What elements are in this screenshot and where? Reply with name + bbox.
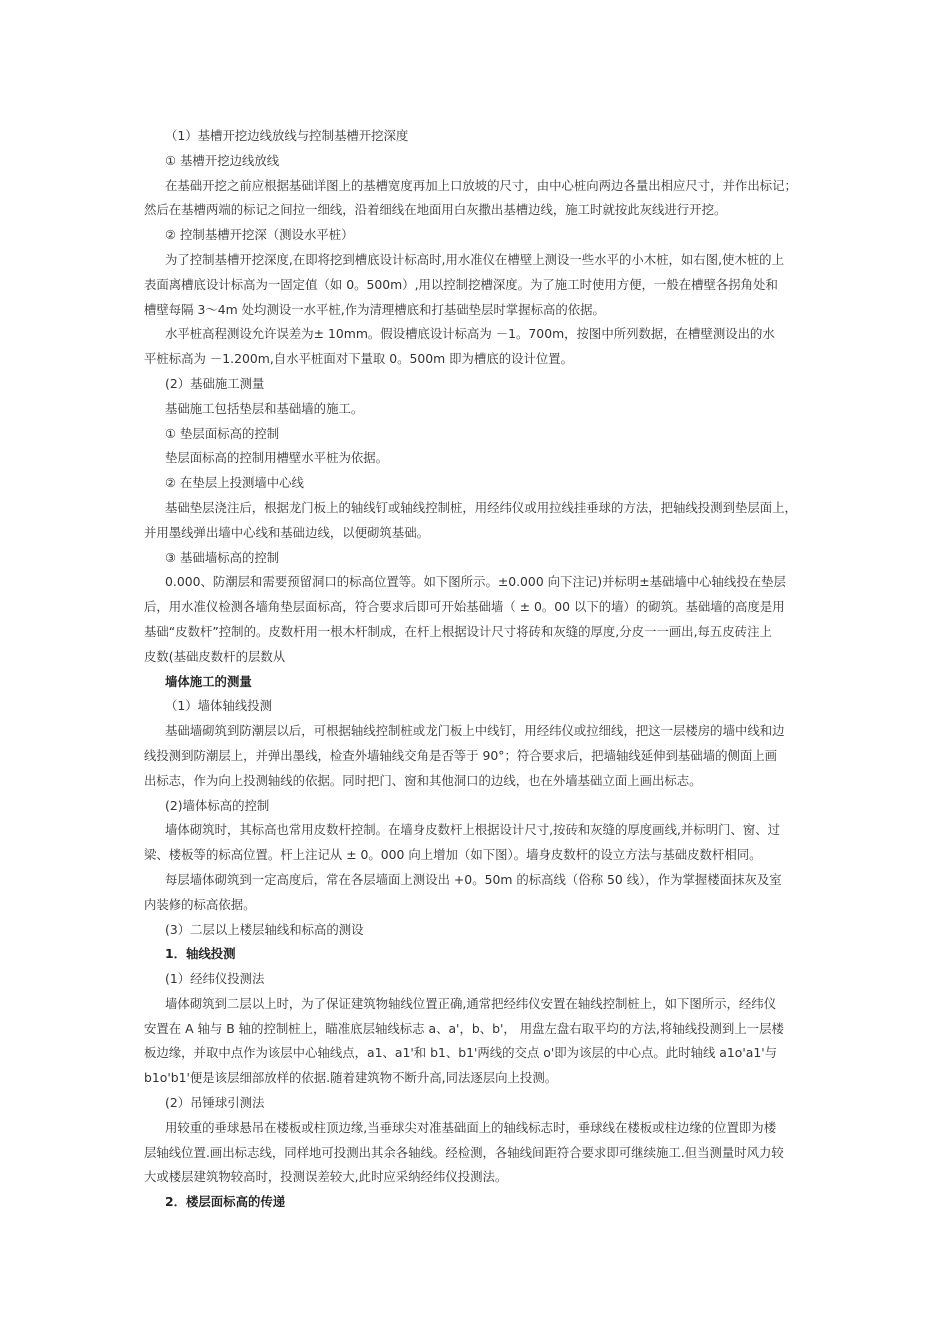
subheading-cushion-elevation: ① 垫层面标高的控制	[165, 425, 280, 441]
subheading-upper-floors: (3）二层以上楼层轴线和标高的测设	[165, 921, 364, 937]
paragraph-line: 安置在 A 轴与 B 轴的控制桩上，瞄准底层轴线标志 a、a'，b、b'， 用盘左盘右取平均的方法,将轴线投测到上一层楼	[144, 1020, 784, 1036]
paragraph-line: 平桩标高为 －1.200m,自水平桩面对下量取 0。500m 即为槽底的设计位置。	[144, 351, 574, 367]
paragraph-line: 水平桩高程测设允许误差为± 10mm。假设槽底设计标高为 －1。700m，按图中所列数据，在槽壁测设出的水	[165, 326, 775, 342]
paragraph-line: 皮数(基础皮数杆的层数从	[144, 648, 286, 664]
subheading-wall-elevation: (2)墙体标高的控制	[165, 797, 270, 813]
paragraph-line: 内装修的标高依据。	[144, 896, 256, 912]
heading-axis-projection: 1．轴线投测	[165, 946, 236, 962]
paragraph-line: 为了控制基槽开挖深度,在即将挖到槽底设计标高时,用水准仪在槽壁上测设一些水平的小木桩，如右图,使木桩的上	[165, 251, 784, 267]
section-heading-trench-layout: （1）基槽开挖边线放线与控制基槽开挖深度	[165, 128, 409, 143]
subheading-theodolite-method: (1）经纬仪投测法	[165, 971, 265, 987]
paragraph-line: 层轴线位置.画出标志线，同样地可投测出其余各轴线。经检测，各轴线间距符合要求即可继续施工.但当测量时风力较	[144, 1144, 784, 1160]
paragraph-line: 用较重的垂球悬吊在楼板或柱顶边缘,当垂球尖对准基础面上的轴线标志时，垂球线在楼板或柱边缘的位置即为楼	[165, 1119, 777, 1135]
subheading-plumb-method: (2）吊锤球引测法	[165, 1095, 265, 1111]
paragraph-line: 大或楼层建筑物较高时，投测误差较大,此时应采纳经纬仪投测法。	[144, 1169, 508, 1185]
paragraph-line: 基础垫层浇注后，根据龙门板上的轴线钉或轴线控制桩，用经纬仪或用拉线挂垂球的方法，把轴线投测到垫层面上，	[165, 499, 797, 515]
paragraph-line: b1o'b1'便是该层细部放样的依据.随着建筑物不断升高,同法逐层向上投测。	[144, 1070, 558, 1086]
paragraph-line: 基础墙砌筑到防潮层以后，可根据轴线控制桩或龙门板上中线钉，用经纬仪或拉细线，把这一层楼房的墙中线和边	[165, 723, 785, 739]
paragraph-line: 每层墙体砌筑到一定高度后，常在各层墙面上测设出 +0。50m 的标高线（俗称 50 线），作为掌握楼面抹灰及室	[165, 871, 782, 887]
section-heading-foundation: (2）基础施工测量	[165, 375, 265, 391]
paragraph-line: 后，用水准仪检测各墙角垫层面标高，符合要求后即可开始基础墙（ ± 0。00 以下的墙）的砌筑。基础墙的高度是用	[144, 599, 785, 615]
paragraph-line: 板边缘，并取中点作为该层中心轴线点，a1、a1'和 b1、b1'两线的交点 o'即为该层的中心点。此时轴线 a1o'a1'与	[144, 1045, 778, 1061]
paragraph-line: 0.000、防潮层和需要预留洞口的标高位置等。如下图所示。±0.000 向下注记)并标明±基础墙中心轴线投在垫层	[165, 574, 786, 590]
subheading-wall-centerline: ② 在垫层上投测墙中心线	[165, 475, 304, 491]
paragraph-line: 在基础开挖之前应根据基础详图上的基槽宽度再加上口放坡的尺寸，由中心桩向两边各量出相应尺寸，并作出标记；	[165, 177, 797, 193]
subheading-foundation-wall-elevation: ③ 基础墙标高的控制	[165, 549, 280, 565]
paragraph-line: 表面离槽底设计标高为一固定值（如 0。500m）,用以控制挖槽深度。为了施工时使用方便，一般在槽壁各拐角处和	[144, 276, 778, 292]
paragraph-line: 梁、楼板等的标高位置。杆上注记从 ± 0。000 向上增加（如下图）。墙身皮数杆的设立方法与基础皮数杆相同。	[144, 847, 762, 863]
paragraph-line: 墙体砌筑时，其标高也常用皮数杆控制。在墙身皮数杆上根据设计尺寸,按砖和灰缝的厚度画线,并标明门、窗、过	[165, 822, 781, 838]
section-heading-wall-survey: 墙体施工的测量	[165, 673, 252, 689]
subheading-wall-axis: （1）墙体轴线投测	[165, 698, 273, 714]
subheading-trench-depth: ② 控制基槽开挖深（测设水平桩）	[165, 227, 354, 243]
document-body	[144, 124, 812, 1215]
paragraph-line: 垫层面标高的控制用槽壁水平桩为依据。	[165, 450, 389, 466]
paragraph-line: 墙体砌筑到二层以上时，为了保证建筑物轴线位置正确,通常把经纬仪安置在轴线控制桩上，如下图所示，经纬仪	[165, 995, 777, 1011]
paragraph-line: 出标志，作为向上投测轴线的依据。同时把门、窗和其他洞口的边线，也在外墙基础立面上画出标志。	[144, 772, 702, 788]
heading-floor-elevation-transfer: 2．楼层面标高的传递	[165, 1194, 286, 1210]
paragraph-line: 并用墨线弹出墙中心线和基础边线，以便砌筑基础。	[144, 524, 429, 540]
subheading-trench-edge: ① 基槽开挖边线放线	[165, 152, 280, 168]
paragraph-line: 线投测到防潮层上，并弹出墨线，检查外墙轴线交角是否等于 90°；符合要求后，把墙轴线延伸到基础墙的侧面上画	[144, 747, 778, 763]
paragraph-line: 槽壁每隔 3～4m 处均测设一水平桩,作为清理槽底和打基础垫层时掌握标高的依据。	[144, 301, 605, 317]
paragraph-line: 基础“皮数杆”控制的。皮数杆用一根木杆制成，在杆上根据设计尺寸将砖和灰缝的厚度,分皮一一画出,每五皮砖注上	[144, 623, 772, 639]
paragraph-line: 然后在基槽两端的标记之间拉一细线，沿着细线在地面用白灰撒出基槽边线，施工时就按此灰线进行开挖。	[144, 202, 727, 218]
paragraph-line: 基础施工包括垫层和基础墙的施工。	[165, 400, 364, 416]
